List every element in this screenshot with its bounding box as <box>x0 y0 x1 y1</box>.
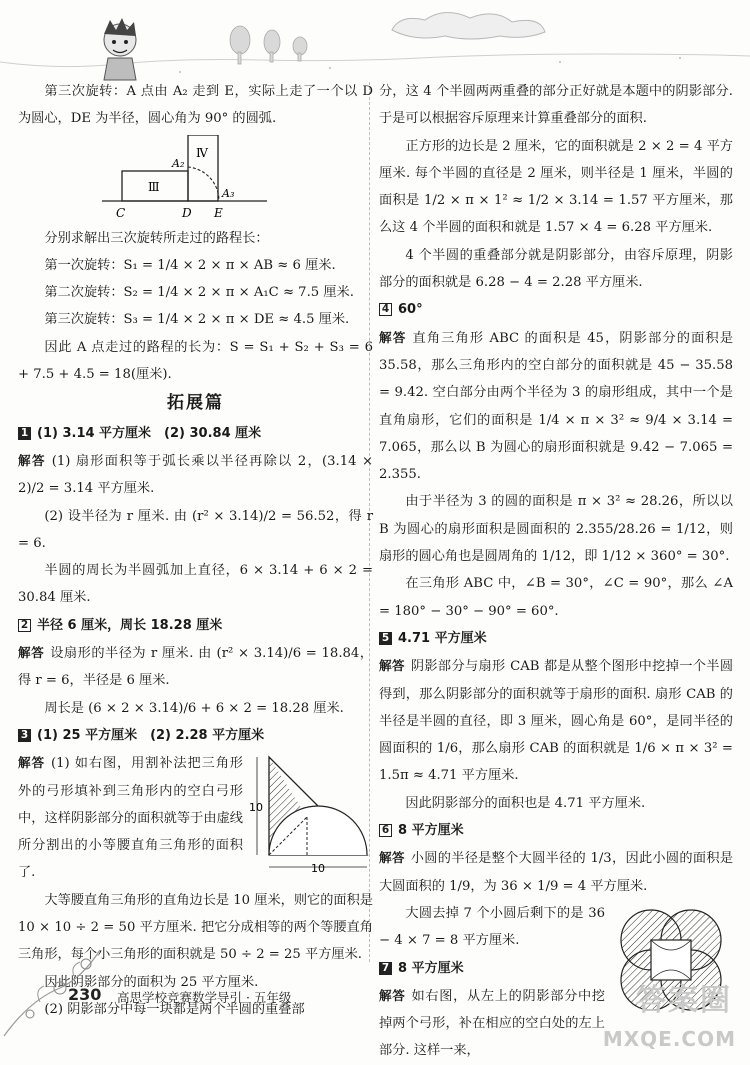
answer-line <box>18 722 373 749</box>
label-A2: A₂ <box>172 156 185 170</box>
question-number: 7 <box>379 962 392 975</box>
paragraph: 分别求解出三次旋转所走过的路程长： <box>44 230 269 246</box>
solution-label: 解答 <box>18 755 45 771</box>
answer-text: (1) 3.14 平方厘米 (2) 30.84 厘米 <box>37 425 262 441</box>
question-number: 5 <box>379 632 392 645</box>
question-number: 1 <box>18 427 31 440</box>
answer-line <box>18 420 373 447</box>
paragraph: 第一次旋转：S₁ = 1/4 × 2 × π × AB ≈ 6 厘米. <box>44 257 336 273</box>
paragraph: 因此阴影部分的面积也是 4.71 平方厘米. <box>405 795 646 811</box>
answer-text: (1) 25 平方厘米 (2) 2.28 平方厘米 <box>37 727 265 743</box>
paragraph: 分，这 4 个半圆两两重叠的部分正好就是本题中的阴影部分. 于是可以根据容斥原理来计算重叠部分的面积. <box>379 84 733 127</box>
answer-line <box>379 296 733 323</box>
answer-text: 8 平方厘米 <box>398 960 464 976</box>
paragraph: 第三次旋转：S₃ = 1/4 × 2 × π × DE ≈ 4.5 厘米. <box>44 312 350 328</box>
paragraph: 因此阴影部分的面积为 25 平方厘米. <box>44 974 259 990</box>
question-number: 6 <box>379 824 392 837</box>
tree-icon <box>230 26 307 64</box>
paragraph: (2) 设半径为 r 厘米. 由 (r² × 3.14)/2 = 56.52，得 r = 6. <box>18 508 373 551</box>
solution-label: 解答 <box>379 987 406 1003</box>
answer-text: 8 平方厘米 <box>398 823 464 839</box>
paragraph: 因此 A 点走过的路程的长为：S = S₁ + S₂ + S₃ = 6 + 7.5 + 4.5 = 18(厘米). <box>18 339 373 383</box>
solution-label: 解答 <box>379 850 405 866</box>
paragraph: 大圆去掉 7 个小圆后剩下的是 36 − 4 × 7 = 8 平方厘米. <box>379 905 605 949</box>
cartoon-boy-icon <box>104 18 136 80</box>
paragraph: 阴影部分与扇形 CAB 都是从整个图形中挖掉一个半圆得到，那么阴影部分的面积就等于扇形的面积. 扇形 CAB 的半径是半圆的直径，即 3 厘米，圆心角是 60°，是同半径的圆面积的 1/6，那么扇形 CAB 的面积就是 1/6 × π × 3² = 1.5π ≈ 4.71 平方厘米. <box>379 659 734 784</box>
paragraph: 正方形的边长是 2 厘米，它的面积就是 2 × 2 = 4 平方厘米. 每个半圆的直径是 2 厘米，则半径是 1 厘米，半圆的面积是 1/2 × π × 1² ≈ 1/2 × 3.14 = 1.57 平方厘米，那么这 4 个半圆的面积和就是 1.57 × 4 = 6.28 平方厘米. <box>379 138 733 236</box>
book-title: 高思学校竞赛数学导引 · 五年级 <box>117 990 292 1005</box>
answer-line <box>379 625 733 652</box>
triangle-figure <box>249 751 371 873</box>
paragraph: 第三次旋转：A 点由 A₂ 走到 E，实际上走了一个以 D 为圆心，DE 为半径，圆心角为 90° 的圆弧. <box>18 84 373 127</box>
paragraph: 第二次旋转：S₂ = 1/4 × 2 × π × A₁C ≈ 7.5 厘米. <box>44 285 354 301</box>
solution-label: 解答 <box>18 645 45 661</box>
answer-text: 4.71 平方厘米 <box>398 630 487 646</box>
paragraph: 半圆的周长为半圆弧加上直径，6 × 3.14 + 6 × 2 = 30.84 厘米. <box>18 563 373 606</box>
label-E: E <box>214 205 223 220</box>
solution-label: 解答 <box>18 452 46 468</box>
label-III: Ⅲ <box>148 179 160 194</box>
paragraph: 周长是 (6 × 2 × 3.14)/6 + 6 × 2 = 18.28 厘米. <box>44 700 344 716</box>
left-column <box>18 78 373 1023</box>
question-number: 2 <box>18 619 31 632</box>
paragraph: (1) 扇形面积等于弧长乘以半径再除以 2，(3.14 × 2)/2 = 3.14 平方厘米. <box>18 453 374 497</box>
question-number: 3 <box>18 729 31 742</box>
answer-line <box>18 612 373 639</box>
right-column <box>379 78 733 1065</box>
label-D: D <box>182 205 192 220</box>
paragraph: (2) 阴影部分中每一块都是两个半圆的重叠部 <box>44 1001 305 1017</box>
rotation-figure <box>102 135 272 221</box>
section-title: 拓展篇 <box>167 393 224 414</box>
page-number: 230 <box>68 985 102 1004</box>
label-IV: Ⅳ <box>196 145 208 160</box>
paragraph: 设扇形的半径为 r 厘米. 由 (r² × 3.14)/6 = 18.84，得 r = 6，半径是 6 厘米. <box>18 646 373 689</box>
cloud-icon <box>392 12 545 39</box>
label-C: C <box>116 205 126 220</box>
question-number: 4 <box>379 303 392 316</box>
side-label: 10 <box>311 862 325 874</box>
answer-text: 60° <box>398 302 423 318</box>
answer-text: 半径 6 厘米，周长 18.28 厘米 <box>37 617 223 633</box>
watermark-logo: 答案圈 <box>636 983 732 1018</box>
watermark-url: MXQE.COM <box>602 1027 736 1051</box>
paragraph: 如右图，从左上的阴影部分中挖掉两个弓形，补在相应的空白处的左上部分. 这样一来， <box>379 988 605 1059</box>
paragraph: 4 个半圆的重叠部分就是阴影部分，由容斥原理，阴影部分的面积就是 6.28 − 4 = 2.28 平方厘米. <box>379 247 733 291</box>
paragraph: 在三角形 ABC 中，∠B = 30°，∠C = 90°，那么 ∠A = 180° − 30° − 90° = 60°. <box>379 576 733 619</box>
paragraph: (1) 如右图，用割补法把三角形外的弓形填补到三角形内的空白弓形中，这样阴影部分的面积就等于由虚线所分割出的小等腰直角三角形的面积了. <box>18 756 243 881</box>
label-A3: A₃ <box>222 186 235 200</box>
solution-label: 解答 <box>379 329 407 345</box>
paragraph: 由于半径为 3 的圆的面积是 π × 3² ≈ 28.26，所以以 B 为圆心的扇形面积是圆面积的 2.355/28.26 = 1/12，则扇形的圆心角也是圆周角的 1/12，即 1/12 × 360° = 30°. <box>379 494 733 565</box>
side-label: 10 <box>249 801 263 815</box>
answer-line <box>379 817 733 844</box>
paragraph: 直角三角形 ABC 的面积是 45，阴影部分的面积是 35.58，那么三角形内的空白部分的面积就是 45 − 35.58 = 9.42. 空白部分由两个半径为 3 的扇形组成，其中一个是直角扇形，它们的面积是 1/4 × π × 3² ≈ 9/4 × 3.14 = 7.065，那么以 B 为圆心的扇形面积就是 9.42 − 7.065 = 2.355. <box>379 330 734 483</box>
solution-label: 解答 <box>379 658 405 674</box>
paragraph: 大等腰直角三角形的直角边长是 10 厘米，则它的面积是 10 × 10 ÷ 2 = 50 平方厘米. 把它分成相等的两个等腰直角三角形，每个小三角形的面积就是 50 ÷ 2 = 25 平方厘米. <box>18 892 373 963</box>
paragraph: 小圆的半径是整个大圆半径的 1/3，因此小圆的面积是大圆面积的 1/9，为 36 × 1/9 = 4 平方厘米. <box>379 851 734 894</box>
